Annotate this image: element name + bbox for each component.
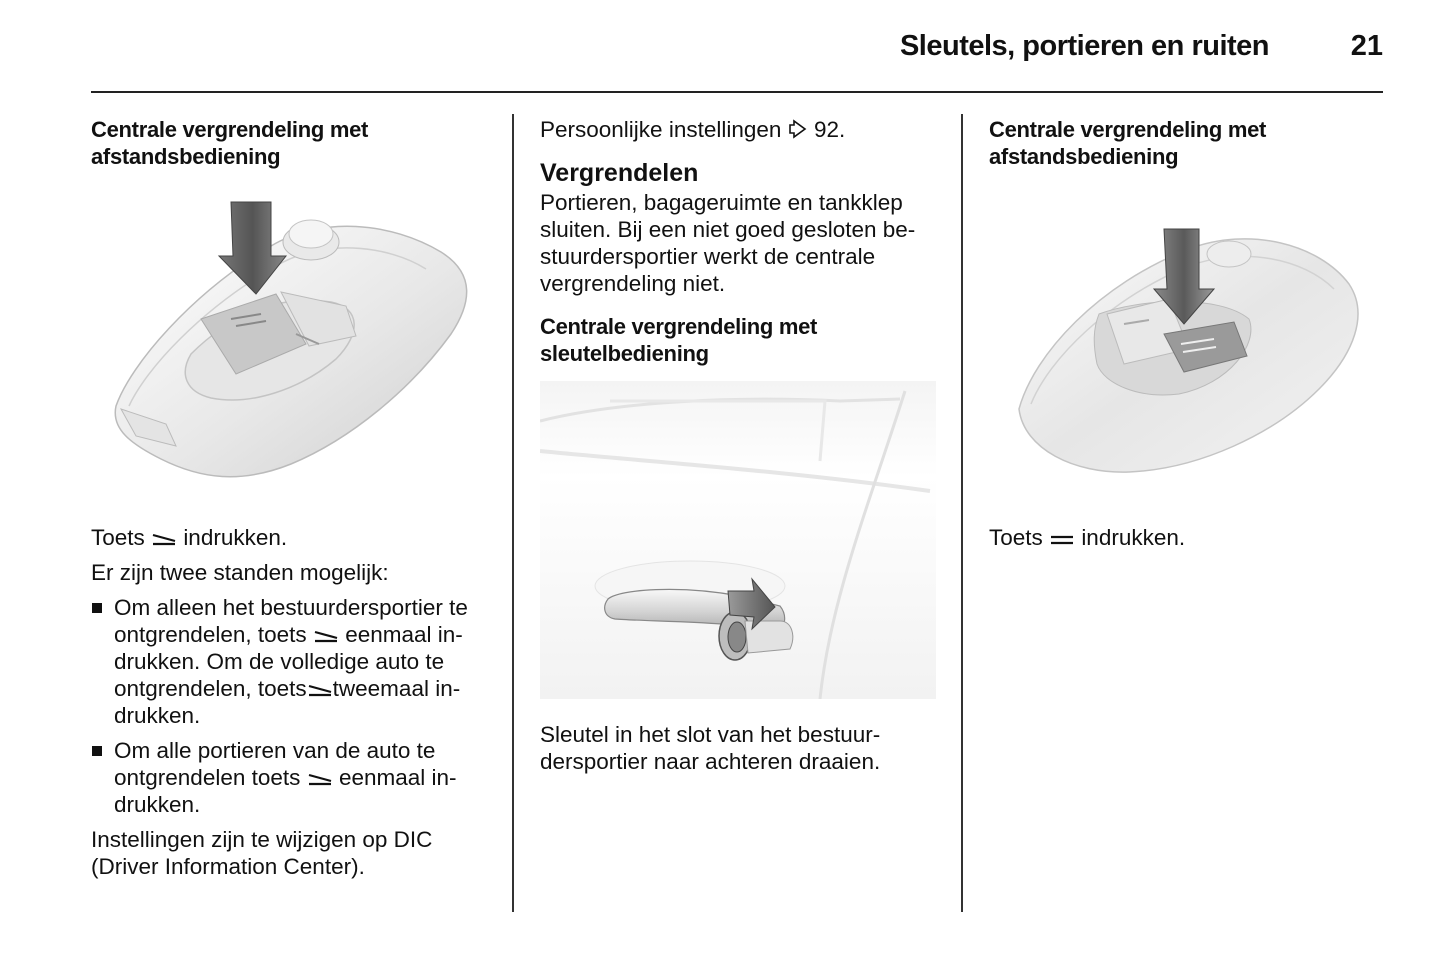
- caption-line: Sleutel in het slot van het bestuur-: [540, 722, 881, 747]
- settings-line: Instellingen zijn te wijzigen op DIC: [91, 827, 433, 852]
- list-line: drukken. Om de volledige auto te: [114, 649, 445, 674]
- reference-page: 92.: [813, 117, 846, 142]
- lock-symbol-icon: [1049, 531, 1075, 547]
- option-list: [91, 594, 489, 818]
- key-fob-lock-illustration: [989, 184, 1385, 502]
- subhead-remote-unlock: [91, 116, 489, 170]
- page-number: 21: [1350, 30, 1383, 62]
- unlock-symbol-icon: [307, 771, 333, 787]
- subhead-line: Centrale vergrendeling met: [91, 117, 369, 142]
- unlock-symbol-icon: [151, 531, 177, 547]
- page-reference[interactable]: [540, 116, 940, 143]
- list-line: ontgrendelen, toets: [114, 622, 307, 647]
- key-fob-unlock-illustration: [91, 184, 487, 502]
- door-lock-figure: [540, 381, 936, 699]
- column-middle: [540, 116, 940, 775]
- subhead-line: Centrale vergrendeling met: [989, 117, 1267, 142]
- list-line: eenmaal in-: [345, 622, 463, 647]
- section-title: Vergrendelen: [540, 159, 699, 187]
- column-divider-2: [961, 114, 963, 912]
- list-item: [91, 594, 489, 729]
- key-fob-unlock-figure: [91, 184, 487, 502]
- list-line: tweemaal in-: [332, 676, 461, 701]
- column-right: [989, 116, 1385, 551]
- caption-text: Toets: [989, 525, 1043, 550]
- caption-line: dersportier naar achteren draaien.: [540, 749, 881, 774]
- caption-text: Toets: [91, 525, 145, 550]
- column-divider-1: [512, 114, 514, 912]
- header-rule: [91, 91, 1383, 93]
- caption-lock: [989, 524, 1385, 551]
- paragraph-line: stuurdersportier werkt de centrale: [540, 244, 876, 269]
- settings-line: (Driver Information Center).: [91, 854, 365, 879]
- key-fob-lock-figure: [989, 184, 1385, 502]
- list-line: drukken.: [114, 703, 201, 728]
- list-line: Om alleen het bestuurdersportier te: [114, 595, 468, 620]
- subhead-line: sleutelbediening: [540, 341, 709, 366]
- intro-text: Er zijn twee standen mogelijk:: [91, 560, 389, 585]
- unlock-symbol-icon: [307, 682, 333, 698]
- paragraph-line: sluiten. Bij een niet goed gesloten be-: [540, 217, 916, 242]
- page-reference-arrow-icon: [788, 119, 808, 139]
- reference-text: Persoonlijke instellingen: [540, 117, 782, 142]
- paragraph-line: Portieren, bagageruimte en tankklep: [540, 190, 903, 215]
- list-item: [91, 737, 489, 818]
- unlock-symbol-icon: [313, 628, 339, 644]
- caption-key-turn: [540, 721, 940, 775]
- page-title: Sleutels, portieren en ruiten: [899, 30, 1269, 62]
- settings-text: [91, 826, 489, 880]
- column-left: [91, 116, 489, 880]
- caption-text: indrukken.: [1081, 525, 1186, 550]
- list-line: drukken.: [114, 792, 201, 817]
- caption-text: indrukken.: [183, 525, 288, 550]
- lock-paragraph: [540, 189, 940, 297]
- subhead-remote-lock: [989, 116, 1385, 170]
- caption-unlock: [91, 524, 489, 551]
- list-line: ontgrendelen toets: [114, 765, 301, 790]
- subhead-key-lock: [540, 313, 940, 367]
- list-line: eenmaal in-: [338, 765, 457, 790]
- subhead-line: afstandsbediening: [989, 144, 1179, 169]
- bullet-icon: [92, 746, 102, 756]
- subhead-line: Centrale vergrendeling met: [540, 314, 818, 339]
- subhead-line: afstandsbediening: [91, 144, 281, 169]
- paragraph-line: vergrendeling niet.: [540, 271, 726, 296]
- bullet-icon: [92, 603, 102, 613]
- list-line: ontgrendelen, toets: [114, 676, 307, 701]
- door-lock-illustration: [540, 381, 936, 699]
- list-line: Om alle portieren van de auto te: [114, 738, 436, 763]
